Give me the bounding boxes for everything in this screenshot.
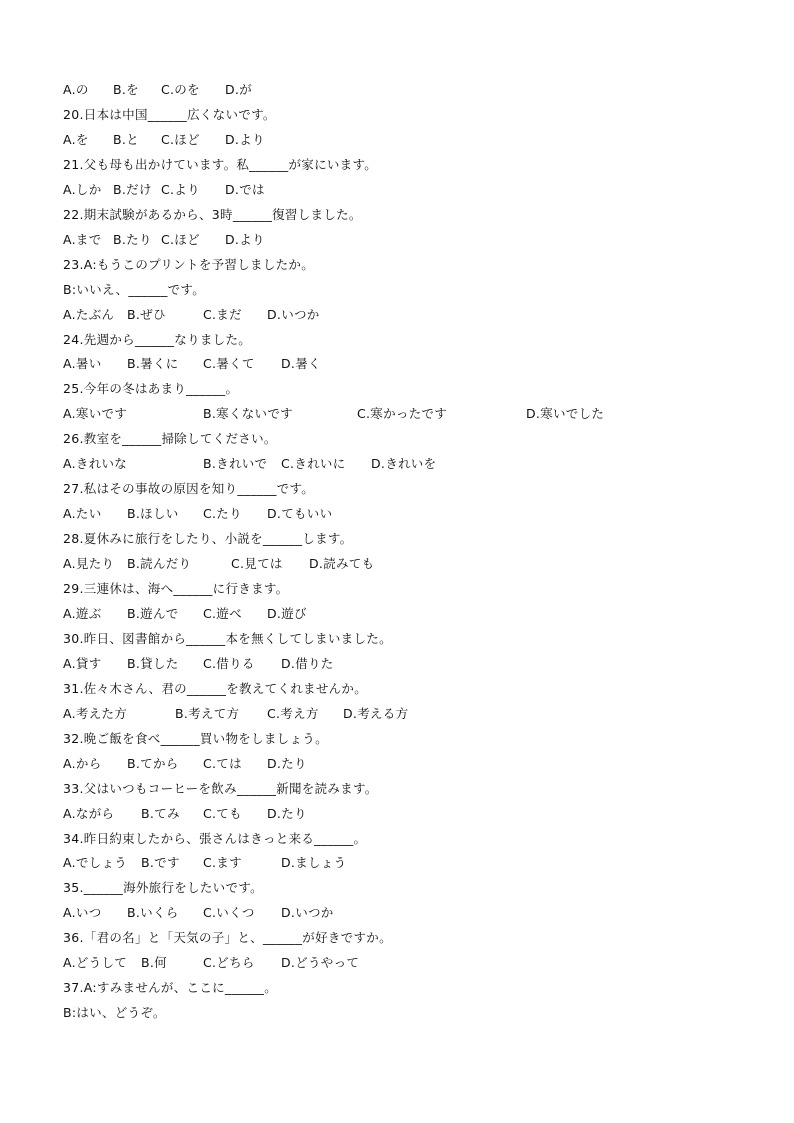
option-d: D.いつか	[267, 306, 320, 322]
option-d: D.暑く	[281, 356, 321, 372]
question-text: 31.佐々木さん、君の______を教えてくれませんか。	[63, 680, 368, 696]
question-text: 32.晩ご飯を食べ______買い物をしましょう。	[63, 730, 328, 746]
option-c: C.ます	[203, 855, 242, 871]
option-c: C.ては	[203, 755, 242, 771]
option-c: C.きれいに	[281, 456, 346, 472]
answer-options	[63, 604, 743, 624]
option-c: C.まだ	[203, 306, 242, 322]
option-a: A.どうして	[63, 955, 128, 971]
question-text: 27.私はその事故の原因を知り______です。	[63, 481, 315, 497]
option-b: B.いくら	[127, 905, 179, 921]
answer-options	[63, 654, 743, 674]
answer-options	[63, 80, 743, 100]
option-c: C.ほど	[161, 131, 200, 147]
option-b: B.ぜひ	[127, 306, 166, 322]
answer-options	[63, 354, 743, 374]
option-c: C.たり	[203, 506, 242, 522]
option-a: A.考えた方	[63, 705, 128, 721]
option-d: D.てもいい	[267, 506, 333, 522]
option-c: C.借りる	[203, 655, 255, 671]
option-d: D.たり	[267, 755, 307, 771]
answer-options	[63, 454, 743, 474]
answer-options	[63, 230, 743, 250]
option-a: A.の	[63, 82, 89, 97]
answer-options	[63, 754, 743, 774]
option-a: A.しか	[63, 181, 102, 197]
option-c: C.のを	[161, 82, 200, 97]
question-text: 29.三連休は、海へ______に行きます。	[63, 581, 289, 596]
answer-options	[63, 853, 743, 873]
option-a: A.寒いです	[63, 406, 128, 422]
option-c: C.考え方	[267, 705, 319, 721]
option-d: D.ましょう	[281, 855, 347, 871]
question-text: 23.A:もうこのプリントを予習しましたか。	[63, 256, 315, 272]
answer-options	[63, 804, 743, 824]
question-text: 36.「君の名」と「天気の子」と、______が好きですか。	[63, 930, 392, 946]
option-b: B.てみ	[141, 805, 180, 821]
answer-options	[63, 953, 743, 973]
option-a: A.貸す	[63, 655, 102, 671]
option-d: D.どうやって	[281, 955, 360, 971]
question-text: 21.父も母も出かけています。私______が家にいます。	[63, 156, 378, 172]
question-text: 26.教室を______掃除してください。	[63, 431, 277, 447]
answer-options	[63, 704, 743, 724]
option-c: C.どちら	[203, 955, 255, 971]
option-b: B.ほしい	[127, 506, 179, 522]
option-a: A.ながら	[63, 805, 115, 821]
question-text: B:はい、どうぞ。	[63, 1005, 166, 1021]
answer-options	[63, 404, 743, 424]
option-c: C.遊べ	[203, 605, 242, 621]
option-b: B.です	[141, 855, 180, 871]
answer-options	[63, 554, 743, 574]
option-d: D.いつか	[281, 905, 334, 921]
option-b: B.てから	[127, 755, 179, 771]
option-d: D.きれいを	[371, 456, 437, 472]
option-d: D.が	[225, 82, 252, 97]
question-text: 34.昨日約束したから、張さんはきっと来る______。	[63, 830, 367, 846]
option-b: B.暑くに	[127, 356, 179, 372]
option-d: D.より	[225, 131, 265, 147]
question-text: 28.夏休みに旅行をしたり、小説を______します。	[63, 531, 353, 547]
question-text: 24.先週から______なりました。	[63, 331, 252, 347]
question-text: 37.A:すみませんが、ここに______。	[63, 980, 278, 996]
question-text: 30.昨日、図書館から______本を無くしてしまいました。	[63, 630, 392, 646]
question-text: B:いいえ、______です。	[63, 281, 206, 297]
option-d: D.読みても	[309, 556, 375, 572]
question-text: 25.今年の冬はあまり______。	[63, 381, 239, 397]
option-b: B.読んだり	[127, 556, 192, 572]
option-a: A.遊ぶ	[63, 605, 102, 621]
option-b: B.と	[113, 131, 139, 147]
option-d: D.たり	[267, 805, 307, 821]
answer-options	[63, 504, 743, 524]
answer-options	[63, 305, 743, 325]
option-d: D.借りた	[281, 655, 334, 671]
option-c: C.より	[161, 181, 200, 197]
option-a: A.を	[63, 131, 89, 147]
option-c: C.暑くて	[203, 356, 255, 372]
option-a: A.暑い	[63, 356, 102, 372]
question-text: 35.______海外旅行をしたいです。	[63, 880, 263, 896]
option-d: D.では	[225, 181, 265, 197]
option-a: A.たぶん	[63, 306, 115, 322]
answer-options	[63, 903, 743, 923]
option-a: A.きれいな	[63, 456, 128, 472]
option-d: D.遊び	[267, 605, 307, 621]
option-b: B.遊んで	[127, 605, 179, 621]
question-text: 33.父はいつもコーヒーを飲み______新聞を読みます。	[63, 780, 378, 796]
option-a: A.まで	[63, 231, 102, 247]
option-c: C.寒かったです	[357, 406, 448, 422]
option-b: B.を	[113, 82, 139, 97]
option-d: D.寒いでした	[526, 406, 605, 422]
option-d: D.より	[225, 231, 265, 247]
option-b: B.たり	[113, 231, 152, 247]
option-c: C.ほど	[161, 231, 200, 247]
answer-options	[63, 130, 743, 150]
option-b: B.寒くないです	[203, 406, 293, 422]
option-b: B.きれいで	[203, 456, 268, 472]
option-c: C.ても	[203, 805, 242, 821]
question-text: 20.日本は中国______広くないです。	[63, 106, 276, 122]
option-d: D.考える方	[343, 705, 409, 721]
option-b: B.だけ	[113, 181, 152, 197]
option-a: A.見たり	[63, 556, 115, 572]
option-a: A.いつ	[63, 905, 102, 921]
option-b: B.考えて方	[175, 705, 240, 721]
option-b: B.貸した	[127, 655, 179, 671]
option-a: A.から	[63, 755, 102, 771]
option-b: B.何	[141, 955, 167, 971]
option-c: C.見ては	[231, 556, 283, 572]
answer-options	[63, 180, 743, 200]
option-a: A.たい	[63, 506, 102, 522]
question-text: 22.期末試験があるから、3時______復習しました。	[63, 206, 362, 222]
option-a: A.でしょう	[63, 855, 128, 871]
option-c: C.いくつ	[203, 905, 255, 921]
